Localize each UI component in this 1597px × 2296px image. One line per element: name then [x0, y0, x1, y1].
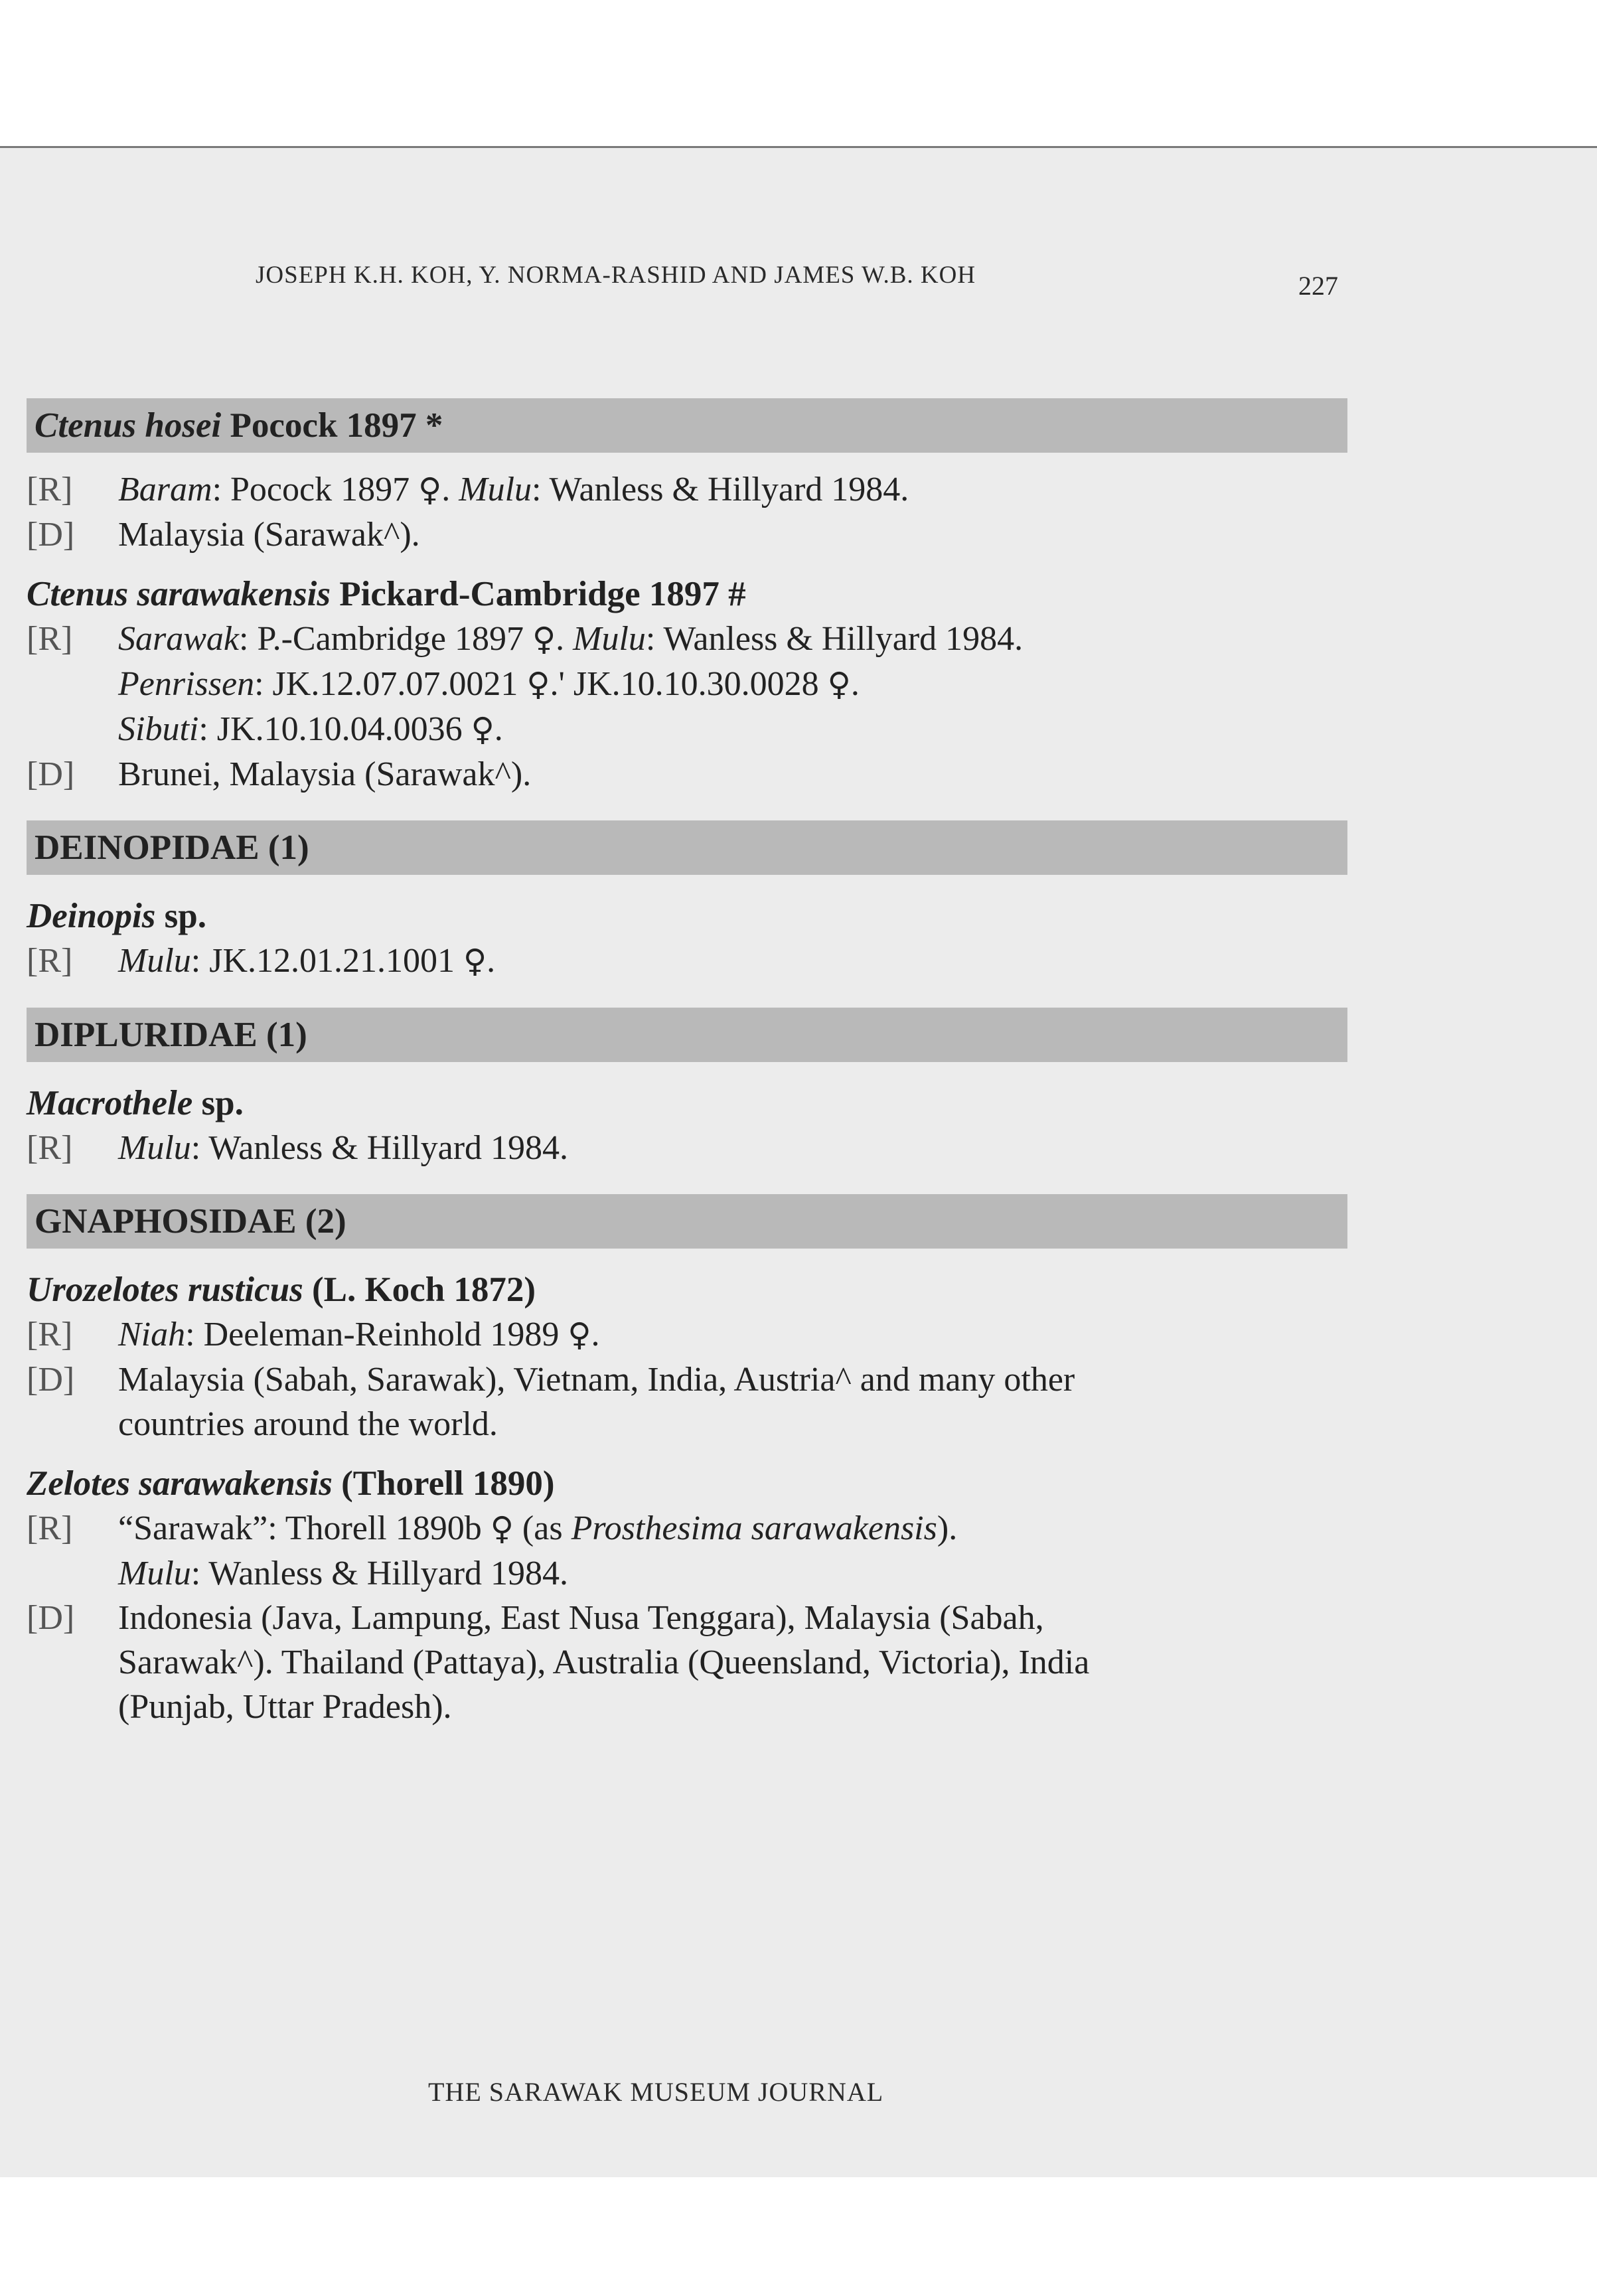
record-entry: [R] Baram: Pocock 1897 ♀. Mulu: Wanless & Hillyard 1984. [27, 467, 1347, 512]
female-symbol: ♀ [827, 666, 851, 703]
species-author: (Thorell 1890) [332, 1464, 555, 1503]
species-heading [27, 1267, 1347, 1312]
page-number: 227 [1298, 271, 1338, 301]
species-name: Ctenus sarawakensis [27, 575, 331, 613]
distribution-code: [D] [27, 755, 75, 793]
locality: Mulu [573, 620, 646, 658]
species-name: Ctenus hosei [35, 406, 222, 445]
female-symbol: ♀ [418, 471, 442, 508]
species-author: (L. Koch 1872) [303, 1270, 536, 1309]
species-heading [27, 1461, 1347, 1506]
family-band-gnaphosidae: GNAPHOSIDAE (2) [27, 1194, 1347, 1249]
page-edge-rule [0, 146, 1597, 148]
locality: Penrissen [118, 665, 255, 703]
species-heading [27, 572, 1347, 617]
species-author: Pocock 1897 * [221, 406, 443, 445]
record-entry: [R] Mulu: JK.12.01.21.1001 ♀. [27, 939, 1347, 984]
species-name: Zelotes sarawakensis [27, 1464, 333, 1503]
species-name: Urozelotes rusticus [27, 1270, 303, 1309]
journal-footer: THE SARAWAK MUSEUM JOURNAL [428, 2077, 884, 2107]
locality: Baram [118, 471, 212, 508]
locality: Mulu [118, 942, 191, 980]
species-heading: Macrothele sp. [27, 1084, 244, 1122]
record-code: [R] [27, 1509, 73, 1547]
locality: Mulu [118, 1129, 191, 1167]
record-entry: [R] Sarawak: P.-Cambridge 1897 ♀. Mulu: Wanless & Hillyard 1984. Penrissen: JK.12.07.07.0021 ♀.' JK.10.10.30.0028 ♀. Sibuti: JK.10.10.04.0036 ♀. [27, 617, 1347, 752]
species-band-ctenus-hosei [27, 398, 1347, 453]
main-column [27, 398, 1347, 1729]
synonym-name: Prosthesima sarawakensis [571, 1509, 937, 1547]
record-code: [R] [27, 1316, 73, 1353]
distribution-code: [D] [27, 516, 75, 554]
distribution-code: [D] [27, 1361, 75, 1399]
family-band-deinopidae: DEINOPIDAE (1) [27, 820, 1347, 875]
record-entry: [R] Niah: Deeleman-Reinhold 1989 ♀. [27, 1312, 1347, 1357]
locality: Mulu [459, 471, 532, 508]
locality: Niah [118, 1316, 186, 1353]
record-entry: [R] Mulu: Wanless & Hillyard 1984. [27, 1126, 1347, 1170]
distribution-code: [D] [27, 1599, 75, 1637]
locality: Sarawak [118, 620, 239, 658]
distribution-entry: [D] Malaysia (Sabah, Sarawak), Vietnam, India, Austria^ and many other countries around the world. [27, 1357, 1347, 1446]
species-name: Deinopis [27, 897, 156, 935]
female-symbol: ♀ [526, 666, 550, 703]
distribution-entry: [D] Brunei, Malaysia (Sarawak^). [27, 752, 1347, 797]
record-code: [R] [27, 1129, 73, 1167]
female-symbol: ♀ [568, 1316, 591, 1353]
female-symbol: ♀ [532, 621, 556, 658]
record-code: [R] [27, 620, 73, 658]
distribution-entry: [D] Indonesia (Java, Lampung, East Nusa Tenggara), Malaysia (Sabah, Sarawak^). Thailand (Pattaya), Australia (Queensland, Victoria), India (Punjab, Uttar Pradesh). [27, 1596, 1347, 1729]
record-entry: [R] “Sarawak”: Thorell 1890b ♀ (as Prosthesima sarawakensis). Mulu: Wanless & Hillyard 1984. [27, 1506, 1347, 1596]
locality: Sibuti [118, 710, 199, 748]
species-name: Macrothele [27, 1084, 193, 1122]
family-band-dipluridae: DIPLURIDAE (1) [27, 1008, 1347, 1062]
female-symbol: ♀ [490, 1510, 514, 1547]
record-code: [R] [27, 471, 73, 508]
species-author: Pickard-Cambridge 1897 # [331, 575, 746, 613]
locality: Mulu [118, 1555, 191, 1592]
running-head: JOSEPH K.H. KOH, Y. NORMA-RASHID AND JAMES W.B. KOH [256, 262, 976, 289]
species-heading: Deinopis sp. [27, 897, 206, 935]
record-code: [R] [27, 942, 73, 980]
female-symbol: ♀ [471, 711, 494, 748]
female-symbol: ♀ [463, 943, 487, 980]
distribution-entry: [D] Malaysia (Sarawak^). [27, 512, 1347, 557]
